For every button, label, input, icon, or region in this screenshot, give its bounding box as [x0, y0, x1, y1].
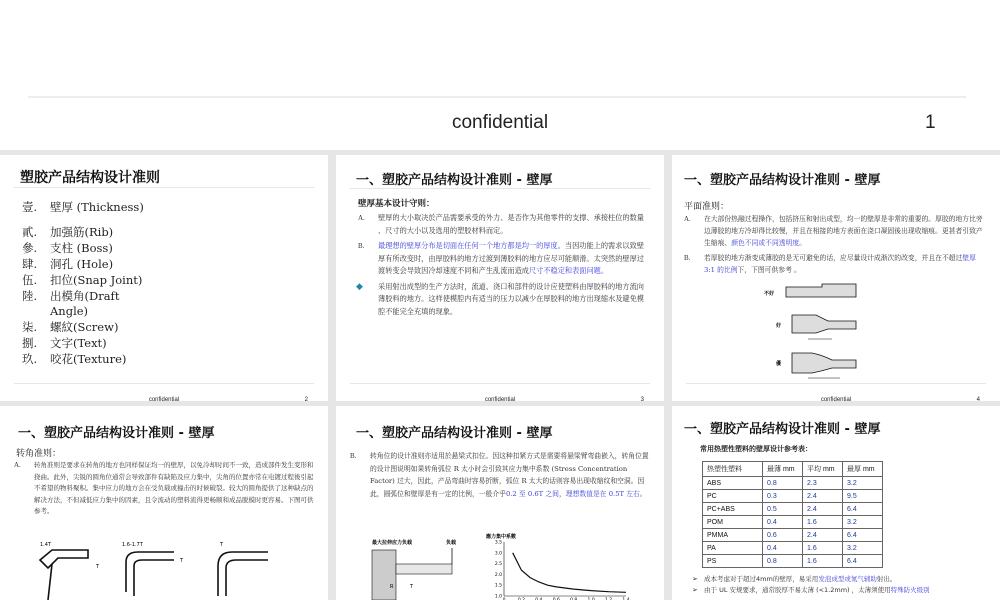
slide-thumbnail-7[interactable]	[672, 406, 1000, 600]
table-cell: 6.4	[843, 503, 883, 516]
y-tick-label: 1.5	[494, 583, 502, 589]
table-cell: PC+ABS	[703, 503, 763, 516]
list-item: A. 在大部份热融过程操作，包括挤压和射出成型，均一的壁厚是非常的重要的。厚胶的地方比旁边薄胶的地方冷却得比较慢，并且在相接的地方表面在浇口凝固後出现收缩痕。更甚者引致产生缩痕、颜色不同或不同透明度。	[684, 215, 983, 247]
slide-title: 一、塑胶产品结构设计准则 - 壁厚	[356, 173, 553, 188]
chart-title: 應力集中系數	[486, 534, 517, 540]
slide-bullets	[692, 574, 992, 596]
table-row	[703, 529, 883, 542]
table-cell: 1.6	[803, 542, 843, 555]
best-profile-shape	[792, 353, 856, 373]
list-item: ➢ 由于 UL 安规要求，通常胶厚不易太薄 (<1.2mm) ，太薄须使用特殊防火级别	[692, 586, 930, 594]
beam-arm	[396, 564, 452, 574]
page-number: 1	[925, 112, 936, 133]
list-item: A. 转角准则是要求在转角的地方也同样保证均一的壁厚，以免冷却时间不一致，造成部件发生变形和挠曲。此外，尖锐的圆角位通常会导致部件有缺陷及应力集中，尖角的位置亦常在电镀过程後引起不希望的物料聚积。集中应力的地方会在受负载或撞击的时候破裂。较大的圆角提供了这种缺点的解决方法，不但减低应力集中的因素，且令流动的塑料流得更畅顺和成品脱模时更容易。下图可供参考。	[14, 461, 314, 515]
table-header-row	[703, 462, 883, 477]
corner-radius-figure	[30, 536, 310, 600]
slide-thumbnail-6[interactable]	[336, 406, 664, 600]
wall-transition-figure	[762, 281, 882, 381]
table-row	[703, 516, 883, 529]
table-row	[703, 490, 883, 503]
slide-subtitle: 壁厚基本设计守则：	[358, 199, 435, 209]
label-t3: T	[220, 542, 224, 548]
toc-item: 陸. 出模角(Draft Angle)	[22, 289, 120, 318]
good-profile-shape	[792, 315, 856, 333]
list-item: B. 若厚胶的地方渐变成薄胶的是无可避免的话，应尽量设计成渐次的改变，并且在不超过壁厚 3:1 的比例下，下图可供参考 。	[684, 254, 976, 274]
footer-page-number: 3	[640, 397, 644, 401]
bad-profile-shape	[786, 284, 856, 297]
toc-item: 壹. 壁厚 (Thickness)	[22, 200, 144, 214]
slide-thumbnail-3[interactable]	[336, 155, 664, 401]
table-cell: 6.4	[843, 529, 883, 542]
toc-item: 伍. 扣位(Snap Joint)	[22, 273, 143, 287]
arrow-bullet-icon: ➢	[692, 575, 698, 583]
footer-rule	[14, 383, 314, 384]
list-item: ➢ 成本考虑对于超过4mm的壁厚，易采用发泡成型或氮气辅助射出。	[692, 575, 897, 583]
table-of-contents	[22, 199, 160, 367]
label-best: 優	[776, 361, 782, 367]
table-cell: 2.4	[803, 529, 843, 542]
table-cell: 2.4	[803, 490, 843, 503]
toc-item: 柒. 螺紋(Screw)	[22, 320, 119, 334]
toc-item: 捌. 文字(Text)	[22, 336, 107, 350]
slide-title: 一、塑胶产品结构设计准则 - 壁厚	[18, 426, 215, 441]
slide-body	[356, 212, 646, 321]
y-tick-label: 2.5	[494, 562, 502, 568]
table-row	[703, 542, 883, 555]
table-cell: 0.4	[763, 516, 803, 529]
chart-series-line	[513, 553, 626, 593]
table-cell: 3.2	[843, 477, 883, 490]
snap-beam-figure	[366, 530, 466, 600]
label-t1: T	[96, 564, 100, 570]
slide-thumbnail-2[interactable]	[0, 155, 328, 401]
table-row	[703, 555, 883, 568]
table-cell: PA	[703, 542, 763, 555]
arrow-bullet-icon: ➢	[692, 586, 698, 594]
table-cell: 2.4	[803, 503, 843, 516]
slide-body	[682, 213, 987, 279]
confidential-footer: confidential	[451, 112, 549, 133]
table-header-cell: 平均 mm	[803, 462, 843, 477]
table-cell: 2.3	[803, 477, 843, 490]
table-cell: PS	[703, 555, 763, 568]
table-cell: 0.8	[763, 555, 803, 568]
corner-wall	[48, 564, 52, 600]
footer-confidential: confidential	[148, 397, 180, 401]
table-header-cell: 最厚 mm	[843, 462, 883, 477]
label-a: 1.4T	[40, 542, 52, 548]
table-cell: PC	[703, 490, 763, 503]
chart-ticks	[495, 540, 630, 600]
slide-title: 一、塑胶产品结构设计准则 - 壁厚	[684, 173, 881, 188]
table-cell: 1.6	[803, 516, 843, 529]
stress-concentration-chart	[486, 530, 636, 600]
slide-thumbnail-5[interactable]	[0, 406, 328, 600]
table-cell: 0.4	[763, 542, 803, 555]
table-cell: 3.2	[843, 542, 883, 555]
footer-confidential: confidential	[820, 397, 852, 401]
slide-thumbnail-4[interactable]	[672, 155, 1000, 401]
y-tick-label: 3.0	[494, 551, 502, 557]
label-t2: T	[180, 558, 184, 564]
table-cell: 3.2	[843, 516, 883, 529]
toc-item: 貳. 加强筋(Rib)	[22, 225, 114, 239]
table-cell: PMMA	[703, 529, 763, 542]
list-item: A. 壁厚的大小取决於产品需要承受的外力、是否作为其他零件的支撑、承接柱位的数量 、尺寸的大小以及选用的塑胶材料而定。	[358, 213, 644, 235]
table-cell: 6.4	[843, 555, 883, 568]
title-underline	[350, 188, 650, 189]
toc-item: 參. 支柱 (Boss)	[22, 241, 113, 255]
label-b: 1.6-1.7T	[122, 542, 143, 548]
table-cell: 0.6	[763, 529, 803, 542]
slide-subtitle: 平面准则：	[684, 202, 730, 212]
top-slide	[0, 0, 1000, 150]
label-bad: 不好	[764, 291, 775, 297]
diamond-bullet-icon: ◆	[356, 281, 363, 292]
table-cell: ABS	[703, 477, 763, 490]
label-good: 好	[776, 323, 782, 329]
label-t: T	[410, 584, 414, 590]
table-header-cell: 最薄 mm	[763, 462, 803, 477]
y-tick-label: 3.5	[494, 540, 502, 546]
table-cell: 1.6	[803, 555, 843, 568]
slide-body	[12, 460, 317, 521]
corner-shape-inner	[134, 560, 174, 596]
list-item: B. 最理想的壁厚分布是切面在任何一个地方都是均一的厚度。当因功能上的需求以致壁厚有所改变时，由厚胶料的地方过渡到薄胶料的地方应尽可能顺滑。太突然的壁厚过渡转变会导致因冷却速度不同和产生乱流而造成尺寸不稳定和表面问题。	[358, 241, 644, 275]
beam-base	[372, 550, 396, 600]
label-r: R	[390, 584, 394, 590]
corner-shape-ideal-inner	[226, 560, 268, 596]
label-max-stress: 最大拉伸应力负载	[372, 540, 413, 546]
toc-item: 肆. 洞孔 (Hole)	[22, 257, 114, 271]
footer-rule	[686, 383, 986, 384]
slide-title: 一、塑胶产品结构设计准则 - 壁厚	[356, 426, 553, 441]
table-cell: 0.8	[763, 477, 803, 490]
footer-page-number: 2	[304, 397, 308, 401]
table-row	[703, 503, 883, 516]
table-cell: 0.5	[763, 503, 803, 516]
slide-subtitle: 常用热塑性塑料的壁厚设计参考表：	[700, 445, 812, 453]
table-cell: 9.5	[843, 490, 883, 503]
list-item: B. 转角位的设计准则亦适用於悬梁式扣位。因这种扣紧方式是需要将悬梁臂弯曲嵌入，转角位置的设计图说明如果转角弧位 R 太小时会引致其应力集中系数 (Stress Concentration Factor) 过大，因此，产品弯曲时容易折断，弧位 R 太大的话则容易出现收缩纹和空洞。因此，圆弧位和壁厚是有一定的比例，一般介乎0.2 至 0.6T 之间，理想数值是在 0.5T 左右。	[350, 452, 649, 498]
table-row	[703, 477, 883, 490]
table-cell: 0.3	[763, 490, 803, 503]
table-header-cell: 热塑性塑料	[703, 462, 763, 477]
label-load: 负载	[446, 540, 457, 546]
y-tick-label: 1.0	[494, 594, 502, 600]
table-cell: POM	[703, 516, 763, 529]
footer-page-number: 4	[976, 397, 980, 401]
slide-title: 塑胶产品结构设计准则	[20, 170, 160, 186]
title-underline	[14, 187, 314, 188]
corner-shape-sharp	[40, 550, 88, 568]
list-item: ◆ 采用射出成型的生产方法时，流道、浇口和部件的设计应使塑料由厚胶料的地方流向薄胶料的地方。这样使模腔内有适当的压力以减少在厚胶料的地方出现缩水及避免模腔不能完全充填的现象。	[356, 281, 644, 316]
footer-confidential: confidential	[484, 397, 516, 401]
header-rule	[28, 96, 966, 98]
y-tick-label: 2.0	[494, 572, 502, 578]
footer-rule	[350, 383, 650, 384]
slide-body	[348, 450, 653, 503]
wall-thickness-table	[702, 461, 883, 568]
slide-title: 一、塑胶产品结构设计准则 - 壁厚	[684, 422, 881, 437]
slide-subtitle: 转角准则：	[16, 449, 62, 459]
toc-item: 玖. 咬花(Texture)	[22, 352, 127, 366]
